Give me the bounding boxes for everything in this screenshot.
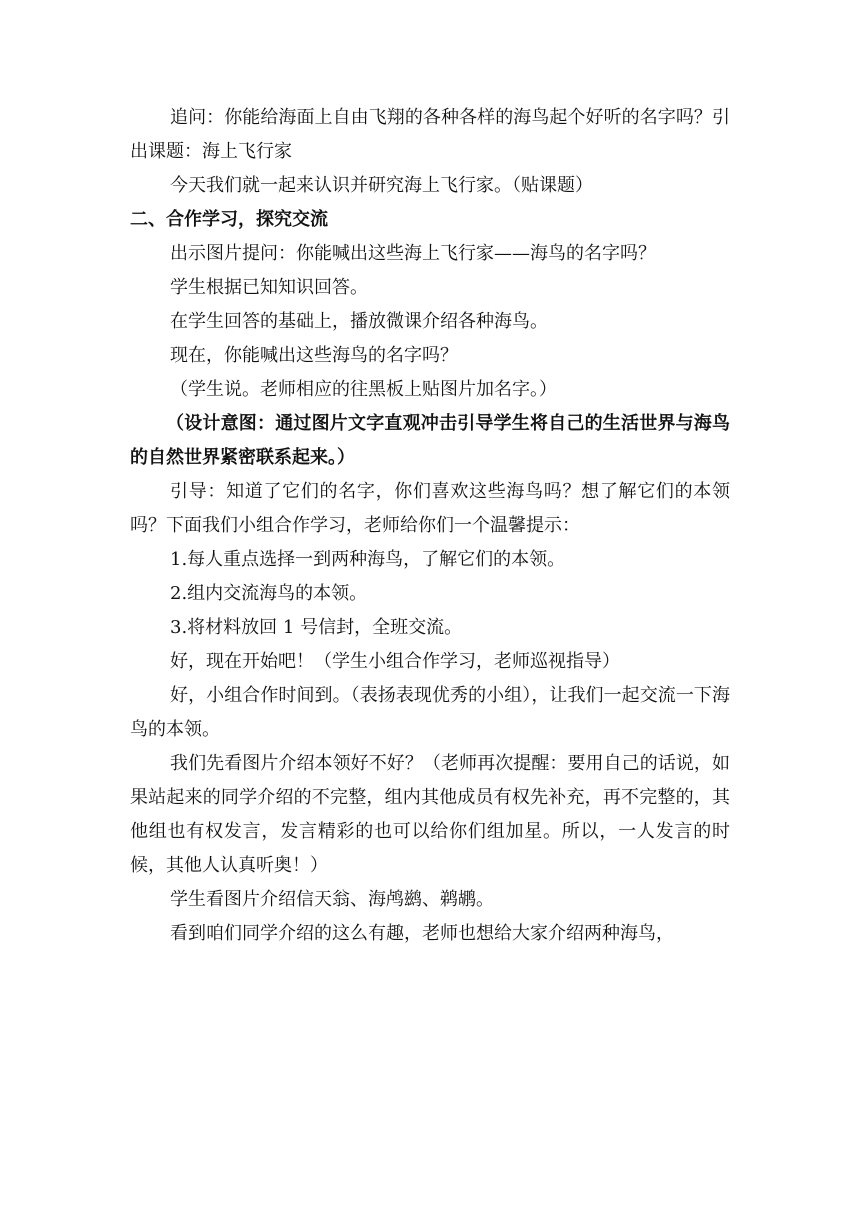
paragraph-show-pictures: 出示图片提问：你能喊出这些海上飞行家——海鸟的名字吗？ (170, 243, 656, 264)
section-heading-cooperative-learning: 二、合作学习，探究交流 (130, 209, 328, 230)
list-item-tip-1: 1.每人重点选择一到两种海鸟，了解它们的本领。 (170, 549, 566, 570)
paragraph-students-say: （学生说。老师相应的往黑板上贴图片加名字。） (170, 379, 557, 400)
paragraph-start-now: 好，现在开始吧！（学生小组合作学习，老师巡视指导） (170, 651, 620, 672)
paragraph-follow-up-question: 追问：你能给海面上自由飞翔的各种各样的海鸟起个好听的名字吗？引出课题：海上飞行家 (130, 107, 730, 162)
paragraph-picture-introduction: 我们先看图片介绍本领好不好？（老师再次提醒：要用自己的话说，如果站起来的同学介绍的不完整，组内其他成员有权先补充，再不完整的，其他组也有权发言，发言精彩的也可以给你们组加星。所以，一人发言的时候，其他人认真听奥！） (130, 753, 730, 876)
paragraph-guidance: 引导：知道了它们的名字，你们喜欢这些海鸟吗？想了解它们的本领吗？下面我们小组合作学习，老师给你们一个温馨提示： (130, 481, 730, 536)
paragraph-play-micro-lesson: 在学生回答的基础上，播放微课介绍各种海鸟。 (170, 311, 548, 332)
list-item-tip-3: 3.将材料放回 1 号信封，全班交流。 (170, 617, 463, 638)
list-item-tip-2: 2.组内交流海鸟的本领。 (170, 583, 368, 604)
paragraph-today-topic: 今天我们就一起来认识并研究海上飞行家。（贴课题） (170, 175, 593, 196)
paragraph-name-seabirds-question: 现在，你能喊出这些海鸟的名字吗？ (170, 345, 458, 366)
paragraph-teacher-introduction: 看到咱们同学介绍的这么有趣，老师也想给大家介绍两种海鸟， (170, 923, 674, 944)
document-body (130, 101, 730, 951)
paragraph-students-answer: 学生根据已知知识回答。 (170, 277, 368, 298)
paragraph-time-up: 好，小组合作时间到。（表扬表现优秀的小组），让我们一起交流一下海鸟的本领。 (130, 685, 730, 740)
paragraph-students-introduce-seabirds: 学生看图片介绍信天翁、海鸬鹚、鹈鹕。 (170, 889, 494, 910)
paragraph-design-intent: （设计意图：通过图片文字直观冲击引导学生将自己的生活世界与海鸟的自然世界紧密联系起来。） (130, 413, 730, 468)
